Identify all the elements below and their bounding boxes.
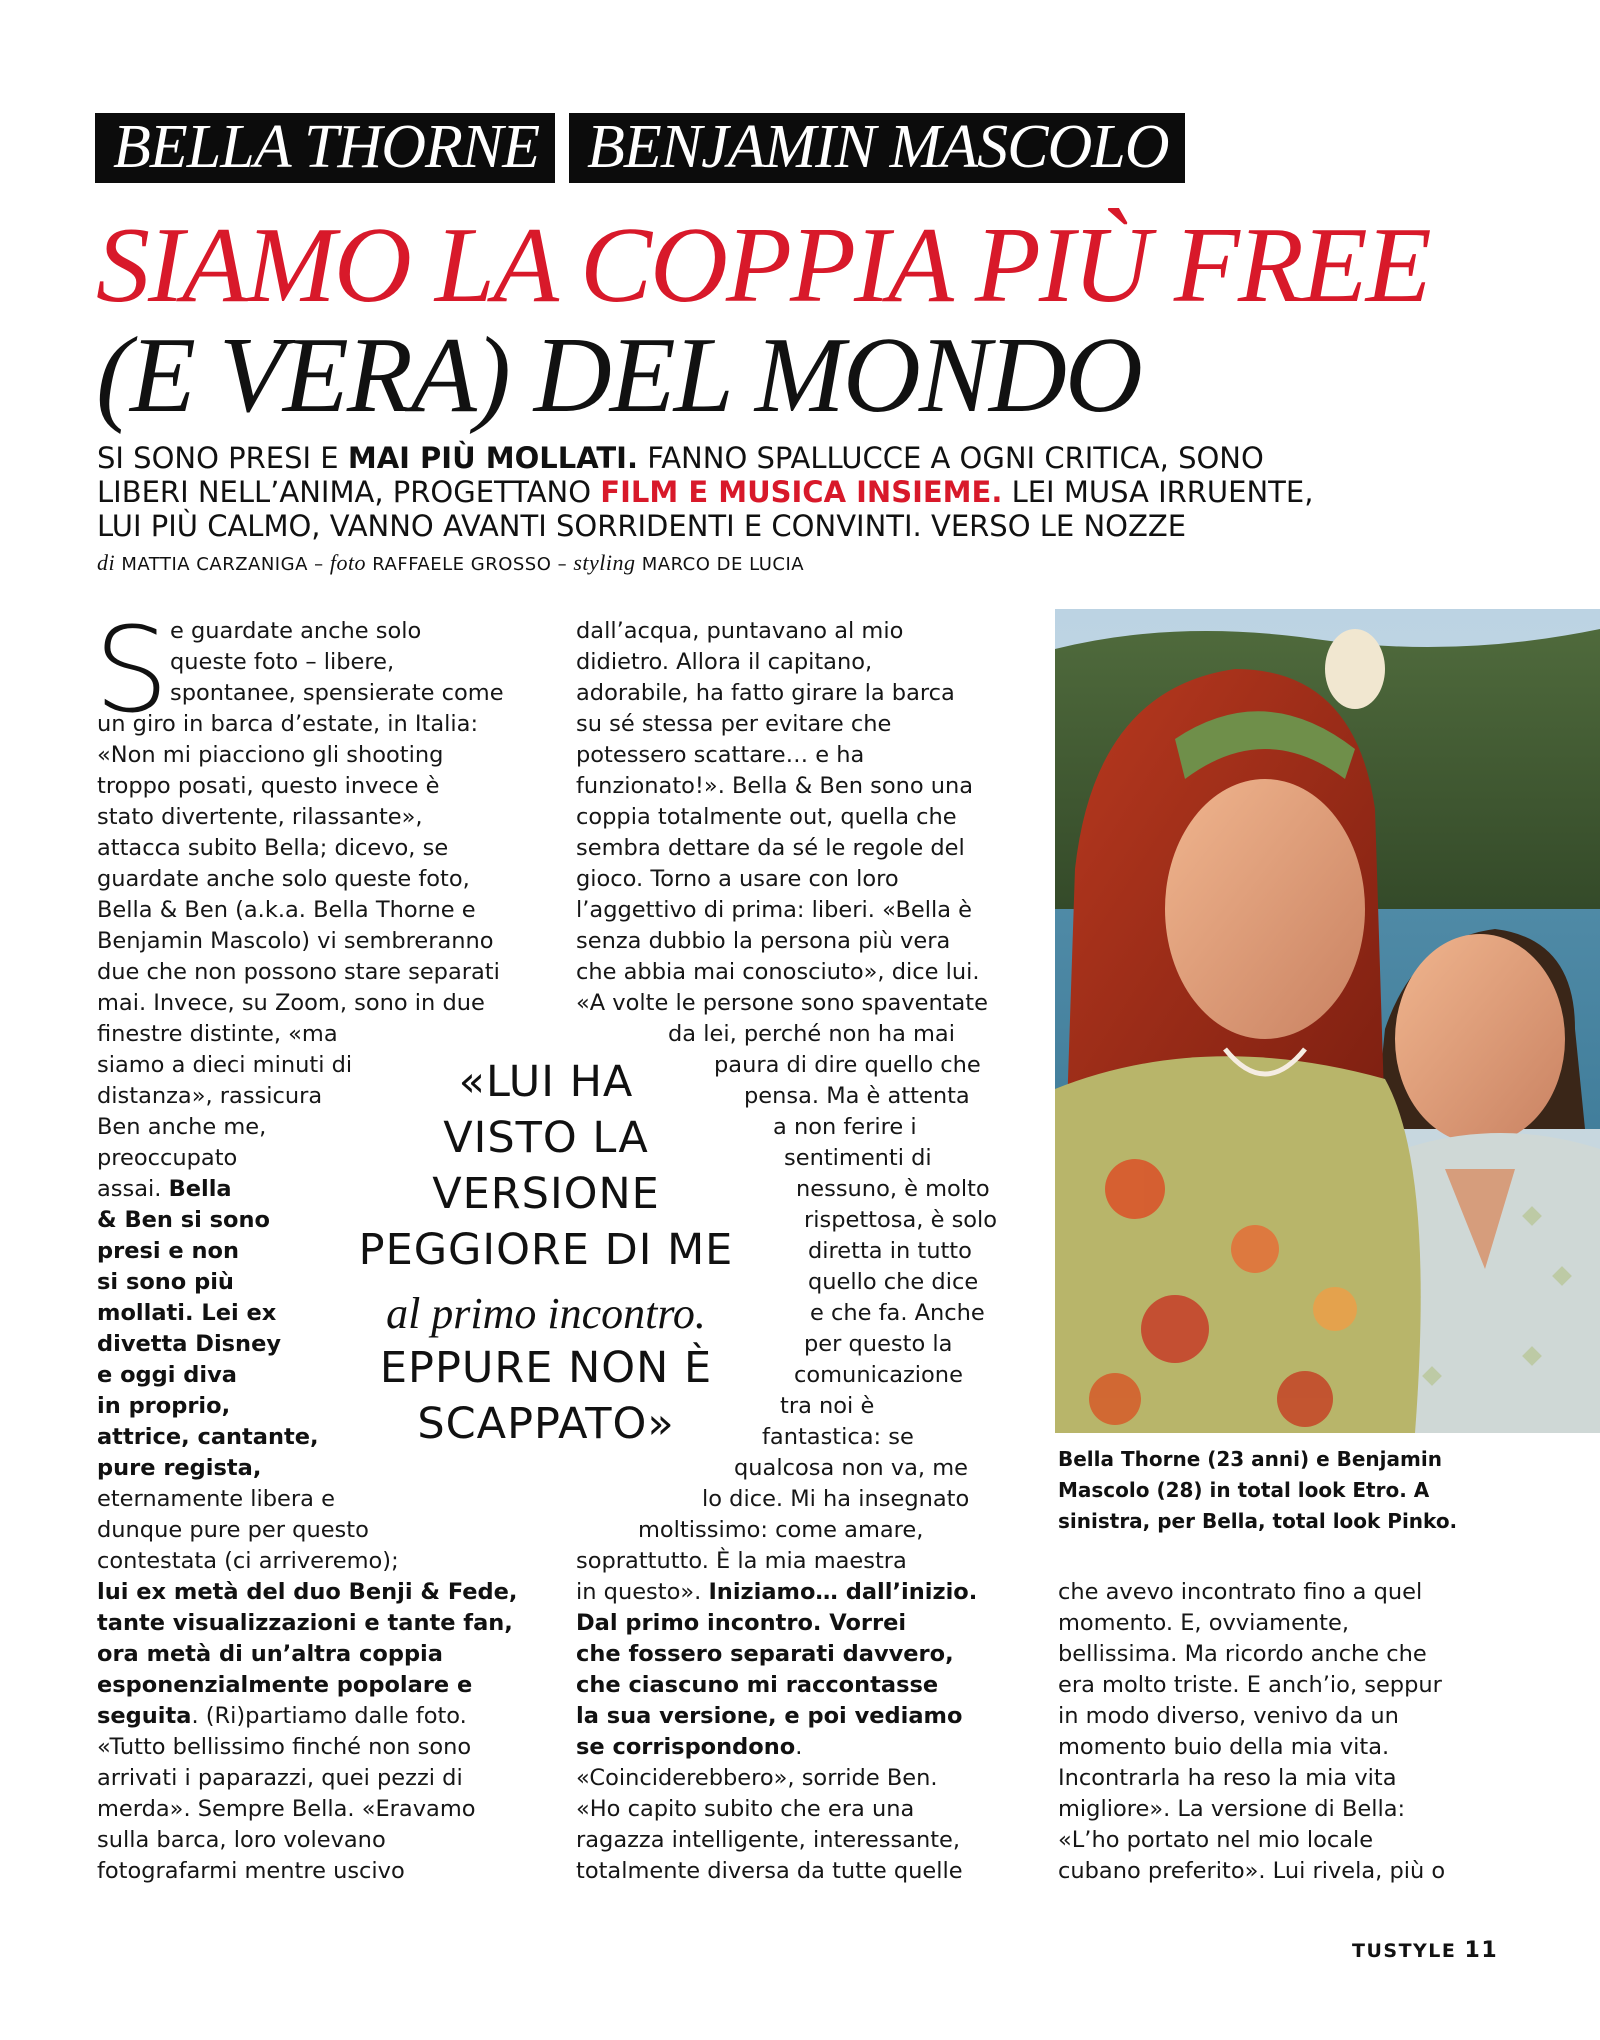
body-line: due che non possono stare separati bbox=[97, 959, 500, 985]
pull-quote-line: al primo incontro. bbox=[386, 1289, 706, 1338]
body-line: queste foto – libere, bbox=[170, 649, 395, 675]
body-line: l’aggettivo di prima: liberi. «Bella è bbox=[576, 897, 973, 923]
body-line: fotografarmi mentre uscivo bbox=[97, 1858, 405, 1884]
body-line: sembra dettare da sé le regole del bbox=[576, 835, 965, 861]
body-line: che fossero separati davvero, bbox=[576, 1641, 954, 1667]
body-line: distanza», rassicura bbox=[97, 1083, 323, 1109]
body-line: «Ho capito subito che era una bbox=[576, 1796, 915, 1822]
body-line: da lei, perché non ha mai bbox=[668, 1021, 955, 1047]
body-line: lo dice. Mi ha insegnato bbox=[702, 1486, 970, 1512]
body-line: totalmente diversa da tutte quelle bbox=[576, 1858, 963, 1884]
pull-quote-line: VERSIONE bbox=[432, 1169, 660, 1219]
body-line: «Tutto bellissimo finché non sono bbox=[97, 1734, 472, 1760]
body-line: eternamente libera e bbox=[97, 1486, 335, 1512]
byline-credits: di MATTIA CARZANIGA – foto RAFFAELE GROSSO – styling MARCO DE LUCIA bbox=[97, 550, 805, 575]
page-folio bbox=[1352, 1938, 1498, 1963]
body-line: pure regista, bbox=[97, 1455, 262, 1481]
body-line: Ben anche me, bbox=[97, 1114, 267, 1140]
name-label-benjamin-mascolo: BENJAMIN MASCOLO bbox=[569, 113, 1185, 183]
headline-line-1: SIAMO LA COPPIA PIÙ FREE bbox=[96, 206, 1430, 325]
body-line: & Ben si sono bbox=[97, 1207, 270, 1233]
body-line: che abbia mai conosciuto», dice lui. bbox=[576, 959, 980, 985]
deck-line-2: LIBERI NELL’ANIMA, PROGETTANO FILM E MUSICA INSIEME. LEI MUSA IRRUENTE, bbox=[97, 475, 1314, 509]
body-line: dunque pure per questo bbox=[97, 1517, 369, 1543]
body-line: «Coinciderebbero», sorride Ben. bbox=[576, 1765, 938, 1791]
headline-line-2: (E VERA) DEL MONDO bbox=[96, 316, 1141, 435]
photo-caption-line: Bella Thorne (23 anni) e Benjamin bbox=[1058, 1447, 1442, 1471]
body-line: a non ferire i bbox=[773, 1114, 917, 1140]
body-line: senza dubbio la persona più vera bbox=[576, 928, 951, 954]
body-line: nessuno, è molto bbox=[796, 1176, 990, 1202]
body-line: «Non mi piacciono gli shooting bbox=[97, 742, 444, 768]
body-line: coppia totalmente out, quella che bbox=[576, 804, 957, 830]
body-line: spontanee, spensierate come bbox=[170, 680, 504, 706]
body-line: rispettosa, è solo bbox=[804, 1207, 998, 1233]
pull-quote-line: SCAPPATO» bbox=[417, 1399, 675, 1449]
body-line: in modo diverso, venivo da un bbox=[1058, 1703, 1399, 1729]
body-line: Bella & Ben (a.k.a. Bella Thorne e bbox=[97, 897, 476, 923]
body-line: pensa. Ma è attenta bbox=[744, 1083, 970, 1109]
body-line: contestata (ci arriveremo); bbox=[97, 1548, 399, 1574]
body-line: funzionato!». Bella & Ben sono una bbox=[576, 773, 974, 799]
page-number: 11 bbox=[1464, 1938, 1499, 1963]
body-line: attrice, cantante, bbox=[97, 1424, 319, 1450]
body-line: siamo a dieci minuti di bbox=[97, 1052, 353, 1078]
body-line: moltissimo: come amare, bbox=[638, 1517, 924, 1543]
body-line: arrivati i paparazzi, quei pezzi di bbox=[97, 1765, 463, 1791]
body-line: in questo». Iniziamo… dall’inizio. bbox=[576, 1579, 978, 1605]
deck-line-1: SI SONO PRESI E MAI PIÙ MOLLATI. FANNO SPALLUCCE A OGNI CRITICA, SONO bbox=[97, 441, 1264, 475]
body-line: guardate anche solo queste foto, bbox=[97, 866, 470, 892]
body-line: un giro in barca d’estate, in Italia: bbox=[97, 711, 479, 737]
body-line: bellissima. Ma ricordo anche che bbox=[1058, 1641, 1427, 1667]
body-line: era molto triste. E anch’io, seppur bbox=[1058, 1672, 1442, 1698]
body-line: e oggi diva bbox=[97, 1362, 237, 1388]
body-line: Benjamin Mascolo) vi sembreranno bbox=[97, 928, 494, 954]
body-line: momento. E, ovviamente, bbox=[1058, 1610, 1349, 1636]
body-line: presi e non bbox=[97, 1238, 239, 1264]
body-line: gioco. Torno a usare con loro bbox=[576, 866, 899, 892]
couple-photo bbox=[1055, 609, 1600, 1433]
name-label-bella-thorne: BELLA THORNE bbox=[95, 113, 555, 183]
body-line: per questo la bbox=[804, 1331, 953, 1357]
body-line: e guardate anche solo bbox=[170, 618, 422, 644]
body-line: «A volte le persone sono spaventate bbox=[576, 990, 988, 1016]
body-line: quello che dice bbox=[808, 1269, 979, 1295]
body-line: seguita. (Ri)partiamo dalle foto. bbox=[97, 1703, 467, 1729]
body-line: su sé stessa per evitare che bbox=[576, 711, 892, 737]
drop-cap: S bbox=[94, 601, 169, 739]
pull-quote-line: «LUI HA bbox=[458, 1057, 634, 1107]
body-line: che avevo incontrato fino a quel bbox=[1058, 1579, 1423, 1605]
body-line: potessero scattare… e ha bbox=[576, 742, 865, 768]
body-line: se corrispondono. bbox=[576, 1734, 803, 1760]
body-line: Incontrarla ha reso la mia vita bbox=[1058, 1765, 1397, 1791]
body-line: dall’acqua, puntavano al mio bbox=[576, 618, 904, 644]
body-line: momento buio della mia vita. bbox=[1058, 1734, 1390, 1760]
magazine-name: TUSTYLE bbox=[1352, 1940, 1457, 1962]
body-line: qualcosa non va, me bbox=[734, 1455, 968, 1481]
body-line: «L’ho portato nel mio locale bbox=[1058, 1827, 1374, 1853]
body-line: che ciascuno mi raccontasse bbox=[576, 1672, 939, 1698]
body-line: mai. Invece, su Zoom, sono in due bbox=[97, 990, 485, 1016]
pull-quote-line: PEGGIORE DI ME bbox=[358, 1225, 734, 1275]
body-line: ora metà di un’altra coppia bbox=[97, 1641, 443, 1667]
body-line: mollati. Lei ex bbox=[97, 1300, 277, 1326]
body-line: migliore». La versione di Bella: bbox=[1058, 1796, 1406, 1822]
body-line: comunicazione bbox=[794, 1362, 963, 1388]
body-line: finestre distinte, «ma bbox=[97, 1021, 338, 1047]
body-line: sentimenti di bbox=[784, 1145, 932, 1171]
photo-caption-line: sinistra, per Bella, total look Pinko. bbox=[1058, 1509, 1458, 1533]
body-line: paura di dire quello che bbox=[714, 1052, 981, 1078]
body-line: soprattutto. È la mia maestra bbox=[576, 1548, 907, 1574]
body-line: adorabile, ha fatto girare la barca bbox=[576, 680, 955, 706]
deck-line-3: LUI PIÙ CALMO, VANNO AVANTI SORRIDENTI E CONVINTI. VERSO LE NOZZE bbox=[97, 509, 1187, 543]
body-line: lui ex metà del duo Benji & Fede, bbox=[97, 1579, 518, 1605]
body-line: assai. Bella bbox=[97, 1176, 232, 1202]
body-line: preoccupato bbox=[97, 1145, 238, 1171]
body-line: diretta in tutto bbox=[808, 1238, 972, 1264]
body-line: tra noi è bbox=[780, 1393, 875, 1419]
body-line: la sua versione, e poi vediamo bbox=[576, 1703, 963, 1729]
body-line: divetta Disney bbox=[97, 1331, 281, 1357]
body-line: Dal primo incontro. Vorrei bbox=[576, 1610, 907, 1636]
body-line: tante visualizzazioni e tante fan, bbox=[97, 1610, 513, 1636]
body-line: sulla barca, loro volevano bbox=[97, 1827, 386, 1853]
body-line: e che fa. Anche bbox=[810, 1300, 985, 1326]
body-line: didietro. Allora il capitano, bbox=[576, 649, 873, 675]
body-line: attacca subito Bella; dicevo, se bbox=[97, 835, 449, 861]
body-line: stato divertente, rilassante», bbox=[97, 804, 423, 830]
body-line: troppo posati, questo invece è bbox=[97, 773, 440, 799]
photo-caption-line: Mascolo (28) in total look Etro. A bbox=[1058, 1478, 1430, 1502]
body-line: merda». Sempre Bella. «Eravamo bbox=[97, 1796, 476, 1822]
body-line: fantastica: se bbox=[762, 1424, 914, 1450]
pull-quote-line: EPPURE NON È bbox=[379, 1343, 713, 1393]
pull-quote-line: VISTO LA bbox=[443, 1113, 649, 1163]
body-line: si sono più bbox=[97, 1269, 234, 1295]
body-line: cubano preferito». Lui rivela, più o bbox=[1058, 1858, 1446, 1884]
body-line: esponenzialmente popolare e bbox=[97, 1672, 473, 1698]
body-line: in proprio, bbox=[97, 1393, 231, 1419]
body-line: ragazza intelligente, interessante, bbox=[576, 1827, 961, 1853]
